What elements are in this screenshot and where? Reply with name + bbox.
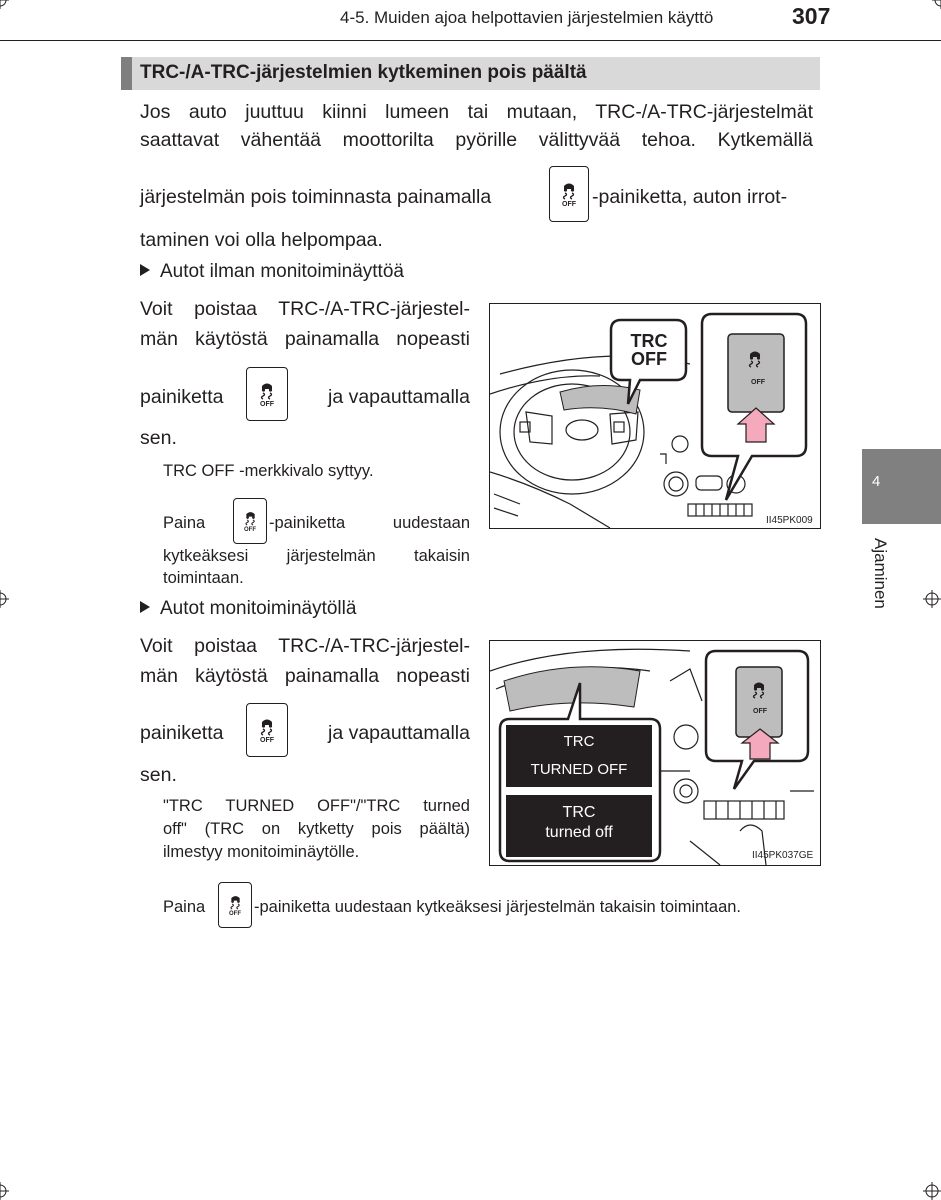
block1-line-4: sen. bbox=[140, 427, 177, 449]
block1-line-2: män käytöstä painamalla nopeasti bbox=[140, 328, 470, 350]
figure-trc-button-dashboard bbox=[489, 303, 821, 529]
intro-line-4: taminen voi olla helpompaa. bbox=[140, 229, 383, 251]
trc-off-button-icon: OFF bbox=[246, 367, 288, 421]
crop-mark-icon bbox=[923, 1182, 941, 1200]
crop-mark-icon bbox=[0, 590, 9, 608]
section-title: TRC-/A-TRC-järjestelmien kytkeminen pois päältä bbox=[140, 62, 587, 83]
block1-heading: Autot ilman monitoiminäyttöä bbox=[140, 261, 404, 283]
block2-heading: Autot monitoiminäytöllä bbox=[140, 598, 356, 620]
block1-press-line-3: toimintaan. bbox=[163, 569, 244, 587]
section-title-accent bbox=[121, 57, 132, 90]
block2-line-2: män käytöstä painamalla nopeasti bbox=[140, 665, 470, 687]
block2-line-3a: painiketta bbox=[140, 722, 224, 744]
triangle-bullet-icon bbox=[140, 601, 150, 613]
block2-press-b: -painiketta uudestaan kytkeäksesi järjestelmän takaisin toimintaan. bbox=[254, 898, 742, 916]
intro-line-3b: -painiketta, auton irrot- bbox=[592, 186, 788, 208]
display-trc-turned-off-lower: TRC turned off bbox=[545, 804, 613, 841]
crop-mark-icon bbox=[932, 0, 941, 9]
figure-trc-display-dashboard bbox=[489, 640, 821, 866]
page-number: 307 bbox=[792, 3, 831, 29]
figure-button-off-label: OFF bbox=[753, 708, 767, 715]
block1-press-b: -painiketta uudestaan bbox=[269, 514, 470, 532]
block2-line-1: Voit poistaa TRC-/A-TRC-järjestel- bbox=[140, 635, 470, 657]
chapter-tab-label: Ajaminen bbox=[871, 538, 890, 609]
intro-line-1: Jos auto juuttuu kiinni lumeen tai mutaan, TRC-/A-TRC-järjestelmät bbox=[140, 101, 813, 123]
chapter-title: 4-5. Muiden ajoa helpottavien järjestelmien käyttö bbox=[340, 8, 714, 27]
block1-press-line-2: kytkeäksesi järjestelmän takaisin bbox=[163, 547, 470, 565]
block2-result-line-2: off" (TRC on kytketty pois päältä) bbox=[163, 820, 470, 838]
block1-line-1: Voit poistaa TRC-/A-TRC-järjestel- bbox=[140, 298, 470, 320]
block2-line-4: sen. bbox=[140, 764, 177, 786]
block2-press-a: Paina bbox=[163, 898, 206, 916]
trc-off-button-icon: OFF bbox=[246, 703, 288, 757]
block1-line-3b: ja vapauttamalla bbox=[327, 386, 470, 408]
block1-press-a: Paina bbox=[163, 514, 206, 532]
trc-off-button-icon: OFF bbox=[549, 166, 589, 222]
crop-mark-icon bbox=[0, 0, 9, 9]
block2-line-3b: ja vapauttamalla bbox=[327, 722, 470, 744]
block1-result: TRC OFF -merkkivalo syttyy. bbox=[163, 462, 374, 480]
block1-line-3a: painiketta bbox=[140, 386, 224, 408]
block2-result-line-3: ilmestyy monitoiminäytölle. bbox=[163, 843, 360, 861]
crop-mark-icon bbox=[0, 1182, 9, 1200]
figure-button-off-label: OFF bbox=[751, 379, 765, 386]
trc-off-button-icon: OFF bbox=[233, 498, 267, 544]
crop-mark-icon bbox=[923, 590, 941, 608]
block2-result-line-1: "TRC TURNED OFF"/"TRC turned bbox=[163, 797, 470, 815]
header-rule bbox=[0, 40, 941, 41]
triangle-bullet-icon bbox=[140, 264, 150, 276]
intro-line-2: saattavat vähentää moottorilta pyörille välittyvää tehoa. Kytkemällä bbox=[140, 129, 813, 151]
figure-code: II45PK037GE bbox=[752, 850, 814, 861]
callout-trc-off: TRC OFF bbox=[630, 331, 668, 369]
display-trc-turned-off-upper: TRC TURNED OFF bbox=[530, 733, 628, 778]
chapter-tab-number: 4 bbox=[872, 473, 881, 490]
trc-off-button-icon: OFF bbox=[218, 882, 252, 928]
figure-code: II45PK009 bbox=[766, 515, 813, 526]
intro-line-3a: järjestelmän pois toiminnasta painamalla bbox=[140, 186, 492, 208]
